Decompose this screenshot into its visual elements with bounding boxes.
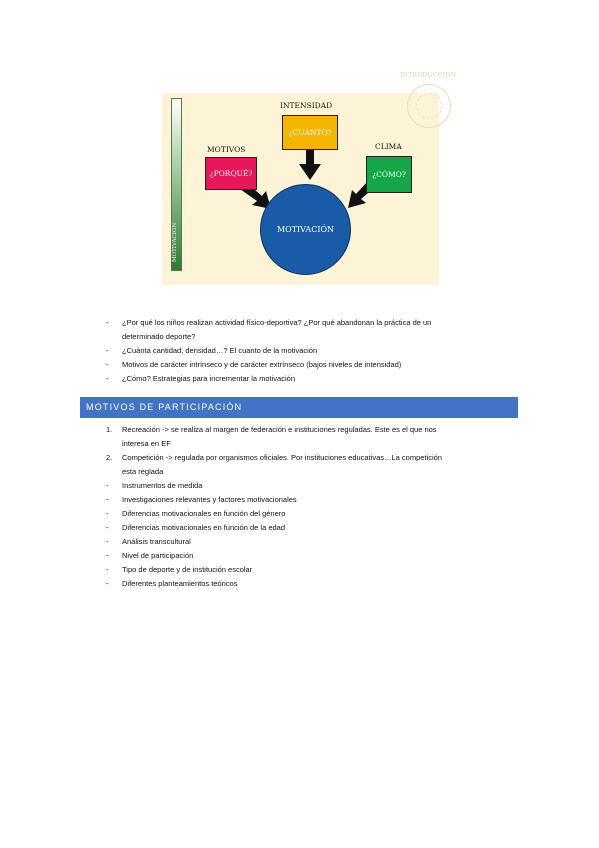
label-motivos: MOTIVOS [207,145,246,154]
list-marker: - [106,551,109,560]
list-item [106,316,516,330]
list-text: ¿Cuánta cantidad, densidad…? El cuanto de la motivación [122,346,318,355]
list-text: Motivos de carácter intrínseco y de carácter extrínseco (bajos niveles de intensidad) [122,360,402,369]
list-item [106,563,516,577]
list-text: determinado deporte? [122,332,196,341]
list-marker: 1. [106,425,113,434]
list-item [106,479,516,493]
list-item [106,521,516,535]
list-text: Investigaciones relevantes y factores motivacionales [122,495,297,504]
list-item [106,423,516,437]
intro-list [106,316,516,386]
section-title: MOTIVOS DE PARTICIPACIÓN [86,402,243,412]
list-text: esta reglada [122,467,164,476]
list-marker: - [106,523,109,532]
list-text: ¿Por qué los niños realizan actividad físico-deportiva? ¿Por qué abandonan la práctica de un [122,318,432,327]
list-text: interesa en EF [122,439,171,448]
box-porque: ¿PORQUÉ? [205,157,257,190]
list-item-continuation [106,437,516,451]
list-text: Instrumentos de medida [122,481,203,490]
list-item [106,577,516,591]
box-como: ¿CÓMO? [366,156,412,193]
list-marker: - [106,374,109,383]
label-clima: CLIMA [375,142,402,151]
list-item [106,535,516,549]
list-text: Tipo de deporte y de institución escolar [122,565,253,574]
list-marker: - [106,565,109,574]
list-item [106,451,516,465]
list-text: Competición -> regulada por organismos oficiales. Por instituciones educativas…La competición [122,453,442,462]
list-text: Análisis transcultural [122,537,191,546]
list-item-continuation [106,465,516,479]
list-item [106,549,516,563]
list-text: Diferencias motivacionales en función de la edad [122,523,286,532]
list-marker: - [106,360,109,369]
list-item-continuation [106,330,516,344]
list-text: Diferentes planteamientos teóricos [122,579,238,588]
list-marker: - [106,537,109,546]
figure-header: INTRODUCCIÓN [400,72,457,79]
list-item [106,358,516,372]
list-marker: - [106,579,109,588]
arrow-down [299,150,321,180]
list-marker: 2. [106,453,113,462]
label-intensidad: INTENSIDAD [280,101,333,110]
list-item [106,507,516,521]
section-list [106,423,516,591]
list-marker: - [106,318,109,327]
box-cuanto: ¿CUÁNTO? [282,115,338,150]
list-text: Recreación -> se realiza al margen de federación e instituciones reguladas. Este es el que nos [122,425,437,434]
list-marker: - [106,481,109,490]
list-marker: - [106,346,109,355]
list-marker: - [106,495,109,504]
list-text: ¿Cómo? Estrategias para incrementar la motivación [122,374,295,383]
motivation-circle: MOTIVACIÓN [260,184,351,275]
list-item [106,493,516,507]
list-text: Nivel de participación [122,551,194,560]
list-marker: - [106,509,109,518]
motivation-bar-label: MOTIVACIÓN [172,222,178,262]
list-text: Diferencias motivacionales en función del género [122,509,286,518]
list-item [106,372,516,386]
list-item [106,344,516,358]
